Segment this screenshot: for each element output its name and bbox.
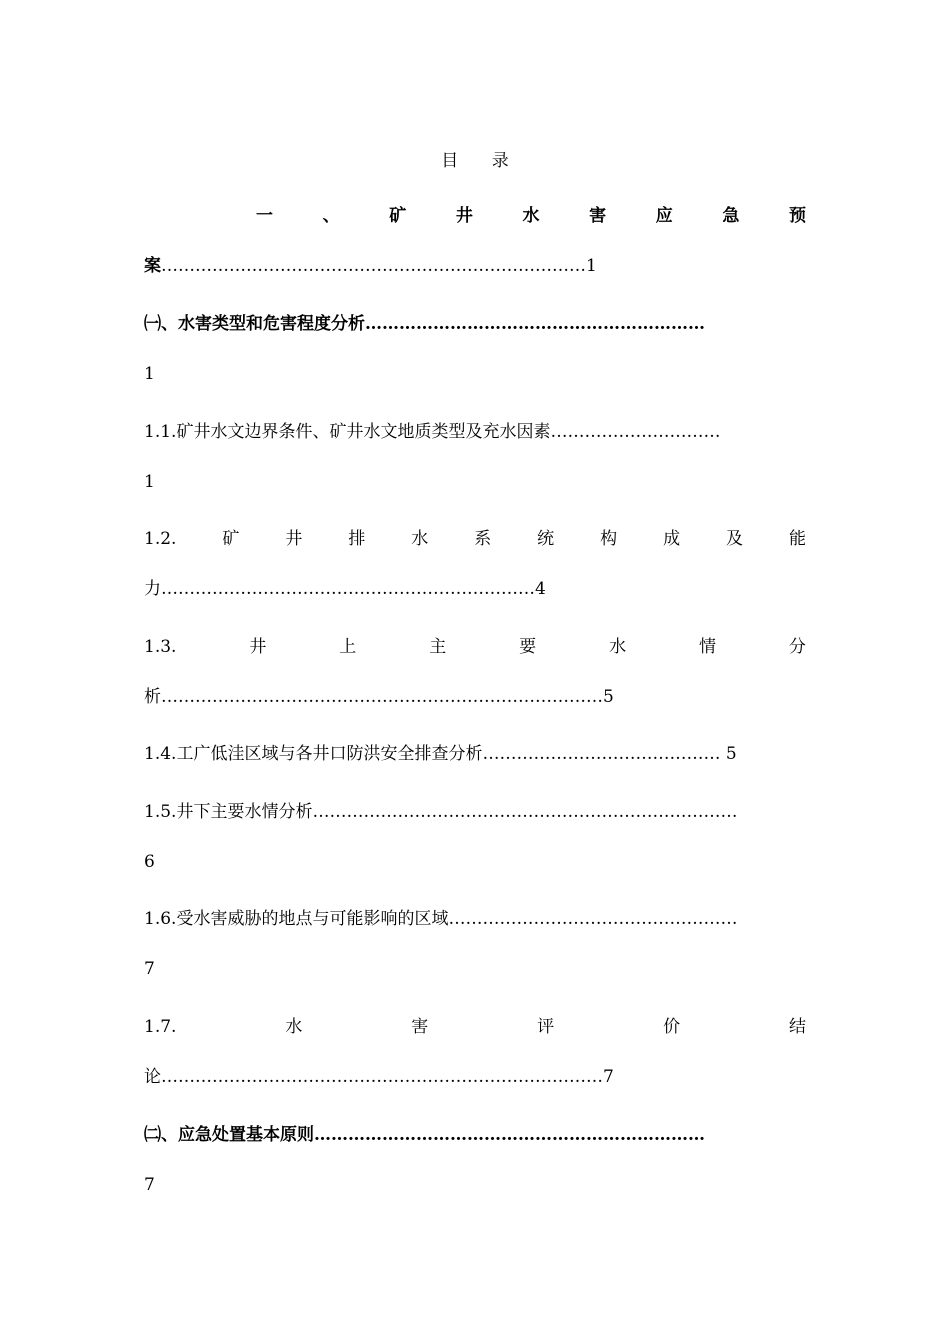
toc-entry-section-1[interactable]: ㈠、水害类型和危害程度分析…………………………………………………… — [144, 314, 705, 334]
toc-entry-1-1[interactable]: 1.1.矿井水文边界条件、矿井水文地质类型及充水因素………………………… — [144, 422, 721, 442]
toc-entry-chapter-1-text: 一 、 矿 井 水 害 应 急 预 — [256, 206, 806, 226]
toc-entry-1-3[interactable] — [144, 635, 806, 659]
toc-entry-1-2-text: 1.2. 矿 井 排 水 系 统 构 成 及 能 — [144, 529, 806, 549]
toc-entry-section-2-page: 7 — [144, 1175, 155, 1195]
toc-title: 目 录 — [441, 151, 523, 171]
toc-entry-1-6[interactable]: 1.6.受水害威胁的地点与可能影响的区域…………………………………………… — [144, 909, 738, 929]
toc-entry-1-7-text: 1.7. 水 害 评 价 结 — [144, 1017, 806, 1037]
toc-entry-1-3-continuation[interactable]: 析……………………………………………………………………5 — [144, 687, 614, 707]
toc-entry-1-1-page: 1 — [144, 472, 155, 492]
toc-entry-1-3-text: 1.3. 井 上 主 要 水 情 分 — [144, 637, 806, 657]
toc-entry-1-5-page: 6 — [144, 852, 155, 872]
toc-entry-1-7[interactable] — [144, 1015, 806, 1039]
toc-entry-chapter-1-continuation[interactable]: 案…………………………………………………………………1 — [144, 256, 597, 276]
toc-entry-section-2[interactable]: ㈡、应急处置基本原则…………………………………………………………… — [144, 1125, 705, 1145]
toc-entry-1-4[interactable]: 1.4.工广低洼区域与各井口防洪安全排查分析…………………………………… 5 — [144, 744, 737, 764]
toc-entry-section-1-page: 1 — [144, 364, 155, 384]
toc-entry-1-2-continuation[interactable]: 力…………………………………………………………4 — [144, 579, 546, 599]
toc-entry-1-2[interactable] — [144, 527, 806, 551]
toc-entry-1-6-page: 7 — [144, 959, 155, 979]
toc-entry-1-5[interactable]: 1.5.井下主要水情分析………………………………………………………………… — [144, 802, 738, 822]
toc-entry-1-7-continuation[interactable]: 论……………………………………………………………………7 — [144, 1067, 614, 1087]
toc-entry-chapter-1[interactable] — [144, 204, 806, 228]
